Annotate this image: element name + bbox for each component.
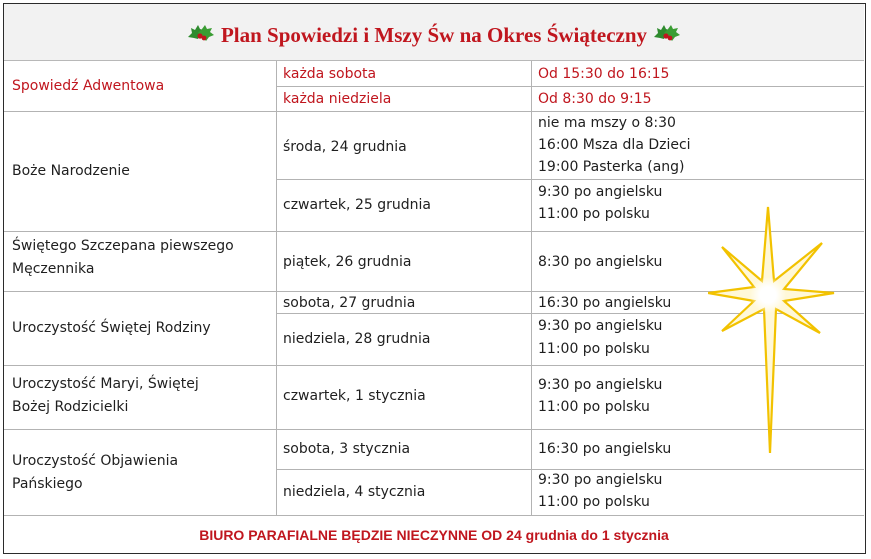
sub-row-divider <box>276 86 864 87</box>
confession-time: Od 8:30 do 9:15 <box>538 91 652 107</box>
mass-time: 16:30 po angielsku <box>538 441 672 457</box>
mass-time: 9:30 po angielsku <box>538 377 663 393</box>
event-name: Boże Narodzenie <box>12 163 130 179</box>
event-day: czwartek, 25 grudnia <box>283 197 431 213</box>
event-name: Pańskiego <box>12 476 83 492</box>
mass-time: 9:30 po angielsku <box>538 184 663 200</box>
office-closed-notice: BIURO PARAFIALNE BĘDZIE NIECZYNNE OD 24 grudnia do 1 stycznia <box>199 527 669 543</box>
event-day: niedziela, 28 grudnia <box>283 331 431 347</box>
mass-time: 11:00 po polsku <box>538 341 650 357</box>
confession-time: Od 15:30 do 16:15 <box>538 66 670 82</box>
confession-label: Spowiedź Adwentowa <box>12 78 165 94</box>
event-name: Uroczystość Objawienia <box>12 453 179 469</box>
page-title: Plan Spowiedzi i Mszy Św na Okres Świąteczny <box>220 22 648 47</box>
holly-icon <box>651 17 683 47</box>
row-divider <box>4 111 864 112</box>
sub-row-divider <box>276 469 864 470</box>
event-day: sobota, 27 grudnia <box>283 295 416 311</box>
mass-time: 8:30 po angielsku <box>538 254 663 270</box>
event-name: Męczennika <box>12 261 95 277</box>
mass-time: 16:30 po angielsku <box>538 295 672 311</box>
column-divider <box>531 61 532 515</box>
event-name: Uroczystość Świętej Rodziny <box>12 320 211 336</box>
event-name: Uroczystość Maryi, Świętej <box>12 376 199 392</box>
mass-time: 16:00 Msza dla Dzieci <box>538 137 691 153</box>
confession-day: każda niedziela <box>283 91 392 107</box>
event-day: sobota, 3 stycznia <box>283 441 411 457</box>
mass-time: 9:30 po angielsku <box>538 472 663 488</box>
sub-row-divider <box>276 313 864 314</box>
event-day: piątek, 26 grudnia <box>283 254 412 270</box>
confession-day: każda sobota <box>283 66 377 82</box>
row-divider <box>4 231 864 232</box>
mass-time: 11:00 po polsku <box>538 494 650 510</box>
holly-icon <box>185 17 217 47</box>
column-divider <box>276 61 277 515</box>
row-divider <box>4 291 864 292</box>
mass-time: 19:00 Pasterka (ang) <box>538 159 685 175</box>
schedule-table <box>3 3 866 554</box>
event-name: Bożej Rodzicielki <box>12 399 129 415</box>
title-bar <box>4 4 864 61</box>
mass-time: nie ma mszy o 8:30 <box>538 115 676 131</box>
event-day: środa, 24 grudnia <box>283 139 407 155</box>
row-divider <box>4 429 864 430</box>
mass-time: 11:00 po polsku <box>538 399 650 415</box>
row-divider <box>4 365 864 366</box>
event-day: czwartek, 1 stycznia <box>283 388 426 404</box>
event-day: niedziela, 4 stycznia <box>283 484 426 500</box>
event-name: Świętego Szczepana piewszego <box>12 238 234 254</box>
mass-time: 9:30 po angielsku <box>538 318 663 334</box>
mass-time: 11:00 po polsku <box>538 206 650 222</box>
sub-row-divider <box>276 179 864 180</box>
